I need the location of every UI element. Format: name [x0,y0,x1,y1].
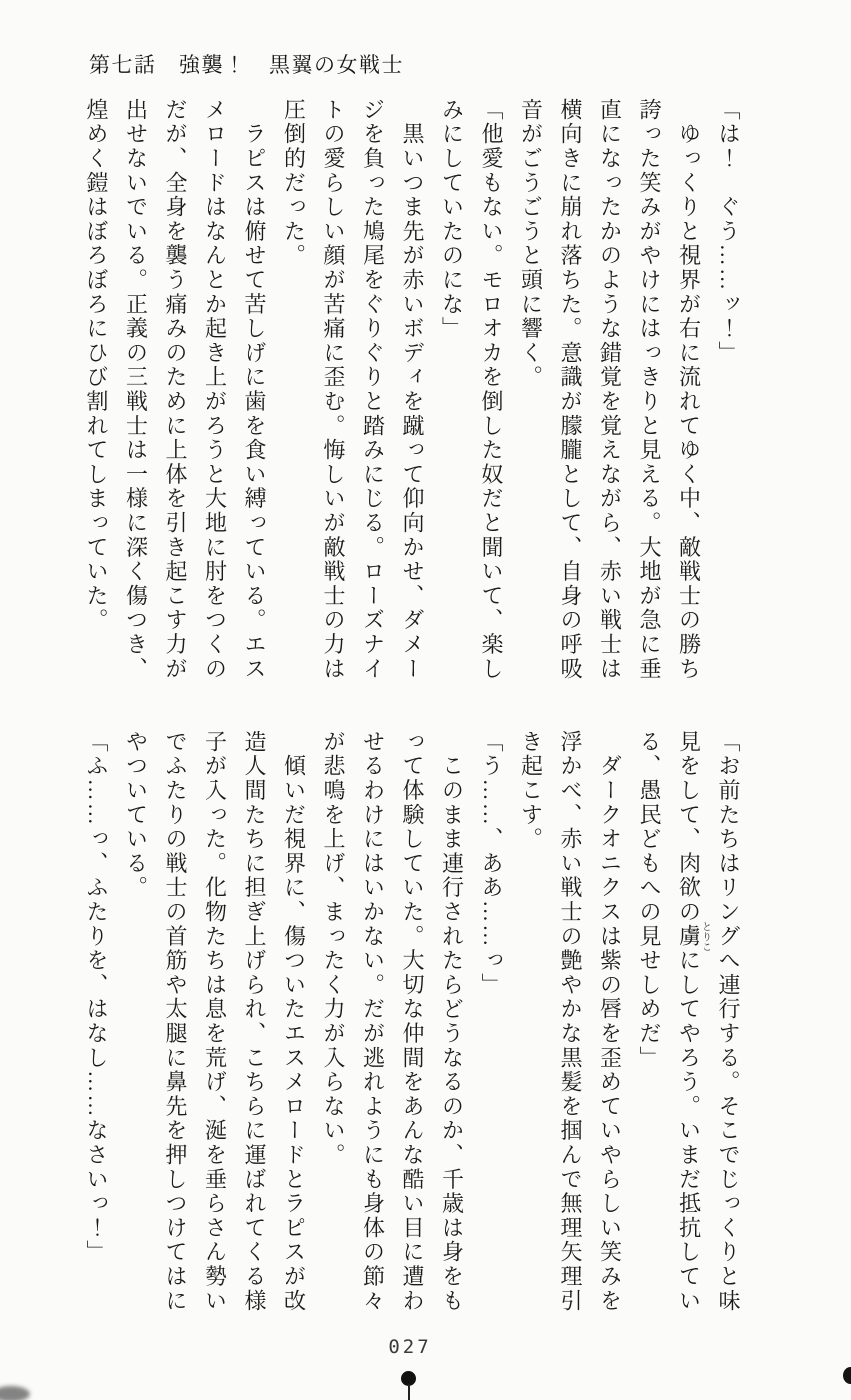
scan-artifact-left [0,1386,30,1400]
trim-mark-line [408,1384,410,1400]
paragraph: 「は！ ぐう……ッ！」 [716,98,741,366]
paragraph: このまま連行されたらどうなるのか、千歳は身をもって体験していた。大切な仲間をあんな酷い目に遭わせるわけにはいかない。だが逃れようにも身体の節々が悲鳴を上げ、まったく力が入らない。 [321,730,465,1314]
paragraph: 「お前たちはリングへ連行する。そこでじっくりと味見をして、肉欲の虜とりこにしてやろう。いまだ抵抗している、愚民どもへの見せしめだ」 [637,730,741,1314]
paragraph: ダークオニクスは紫の唇を歪めていやらしい笑みを浮かべ、赤い戦士の艶やかな黒髪を掴んで無理矢理引き起こす。 [518,730,623,1314]
scan-artifact-right [843,1367,851,1384]
text-block-bottom [70,730,748,1314]
paragraph: ゆっくりと視界が右に流れてゆく中、敵戦士の勝ち誇った笑みがやけにはっきりと見える。大地が急に垂直になったかのような錯覚を覚えながら、赤い戦士は横向きに崩れ落ちた。意識が朦朧として、自身の呼吸音がごうごうと頭に響く。 [518,98,702,682]
text-block-top [70,98,748,682]
ruby-annotated-word: 虜とりこ [676,921,711,952]
paragraph: 「他愛もない。モロオカを倒した奴だと聞いて、楽しみにしていたのにな」 [439,98,504,682]
paragraph: 「ふ……っ、ふたりを、はなし……なさいっ！」 [84,730,109,1265]
page-number: 027 [388,1336,432,1358]
paragraph: 傾いだ視界に、傷ついたエスメロードとラピスが改造人間たちに担ぎ上げられ、こちらに運ばれてくる様子が入った。化物たちは息を荒げ、涎を垂らさん勢いでふたりの戦士の首筋や太腿に鼻先を押しつけてはにやついている。 [123,730,307,1314]
chapter-title: 第七話 強襲！ 黒翼の女戦士 [89,53,404,77]
paragraph: 黒いつま先が赤いボディを蹴って仰向かせ、ダメージを負った鳩尾をぐりぐりと踏みにじる。ローズナイトの愛らしい顔が苦痛に歪む。悔しいが敵戦士の力は圧倒的だった。 [281,98,425,682]
paragraph: 「う……、ああ……っ」 [479,730,504,998]
paragraph: ラピスは俯せて苦しげに歯を食い縛っている。エスメロードはなんとか起き上がろうと大地に肘をつくのだが、全身を襲う痛みのために上体を引き起こす力が出せないでいる。正義の三戦士は一様に深く傷つき、煌めく鎧はぼろぼろにひび割れてしまっていた。 [84,98,267,682]
